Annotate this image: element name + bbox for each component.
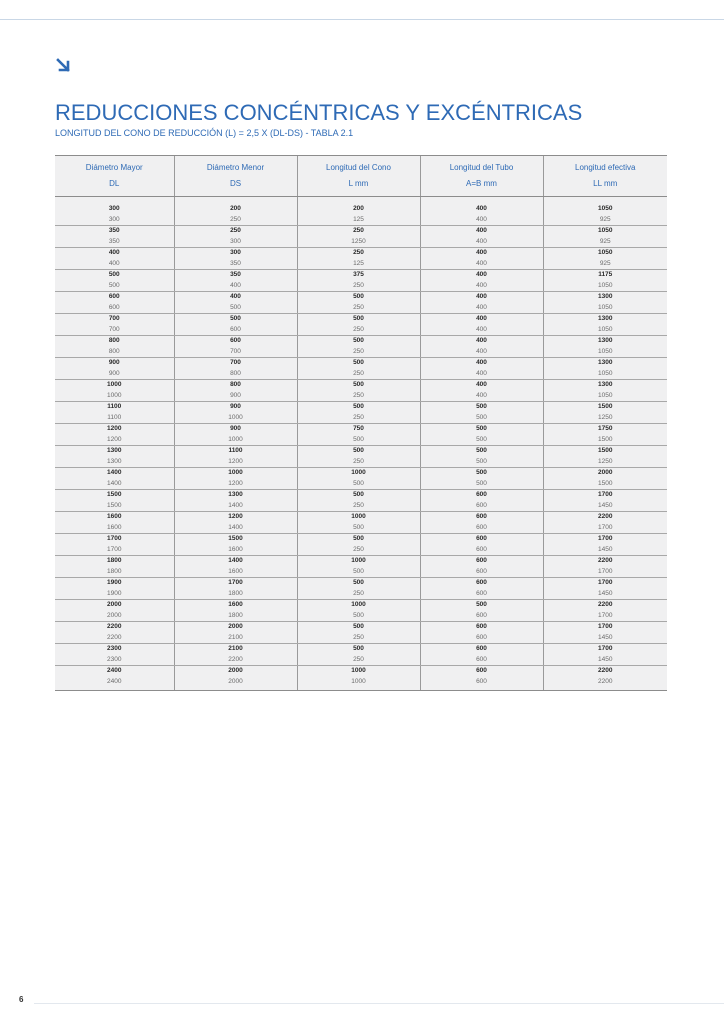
- table-cell: 1450: [543, 501, 667, 512]
- table-cell: 500: [420, 479, 543, 490]
- table-cell: 500: [420, 468, 543, 479]
- table-cell: 1200: [174, 512, 297, 523]
- table-row: [55, 479, 667, 490]
- table-cell: 500: [420, 446, 543, 457]
- table-cell: 500: [297, 490, 420, 501]
- table-cell: 1600: [107, 513, 122, 520]
- table-cell: 300: [108, 205, 120, 212]
- table-cell: 400: [420, 281, 543, 292]
- table-cell: 1050: [543, 303, 667, 314]
- table-cell: 500: [297, 534, 420, 545]
- table-cell: 2200: [543, 556, 667, 567]
- table-cell: 1000: [297, 600, 420, 611]
- table-cell: 400: [420, 358, 543, 369]
- table-cell: 1000: [174, 468, 297, 479]
- table-cell: 300: [55, 215, 174, 226]
- table-cell: 1200: [55, 435, 174, 446]
- table-cell: 1900: [107, 579, 122, 586]
- table-cell: 1400: [55, 479, 174, 490]
- table-row: [55, 380, 667, 391]
- table-cell: 250: [297, 413, 420, 424]
- table-cell: 1700: [543, 622, 667, 633]
- table-row: [55, 325, 667, 336]
- table-cell: 1700: [55, 545, 174, 556]
- table-cell: 400: [420, 204, 543, 215]
- table-cell: 250: [297, 325, 420, 336]
- table-cell: 600: [174, 336, 297, 347]
- table-cell: 300: [174, 248, 297, 259]
- table-cell: 1700: [543, 611, 667, 622]
- table-cell: 500: [297, 479, 420, 490]
- table-cell: 600: [420, 556, 543, 567]
- table-cell: 1700: [543, 490, 667, 501]
- table-cell: 2400: [107, 667, 122, 674]
- table-cell: 250: [297, 589, 420, 600]
- table-cell: 600: [174, 325, 297, 336]
- table-row: [55, 523, 667, 534]
- table-cell: 1600: [55, 523, 174, 534]
- table-cell: 2400: [107, 677, 122, 685]
- table-cell: 700: [174, 358, 297, 369]
- table-row: [55, 435, 667, 446]
- table-cell: 1000: [297, 468, 420, 479]
- table-cell: 350: [55, 237, 174, 248]
- table-row: [55, 468, 667, 479]
- table-cell: 750: [297, 424, 420, 435]
- header-label: Longitud del Tubo: [449, 163, 514, 172]
- table-cell: 1600: [174, 567, 297, 578]
- header-unit: LL mm: [593, 179, 618, 188]
- table-cell: 1750: [543, 424, 667, 435]
- table-cell: 600: [420, 534, 543, 545]
- table-cell: 400: [420, 369, 543, 380]
- table-spacer: [55, 197, 667, 205]
- table-row: [55, 490, 667, 501]
- table-cell: 700: [174, 347, 297, 358]
- table-cell: 600: [420, 666, 543, 677]
- table-cell: 400: [420, 270, 543, 281]
- table-cell: 900: [174, 391, 297, 402]
- table-cell: 2000: [55, 611, 174, 622]
- table-cell: 2000: [543, 468, 667, 479]
- table-row: [55, 655, 667, 666]
- table-cell: 1250: [543, 413, 667, 424]
- table-cell: 250: [297, 633, 420, 644]
- table-cell: 500: [420, 600, 543, 611]
- table-cell: 900: [55, 369, 174, 380]
- table-cell: 2200: [543, 600, 667, 611]
- table-cell: 500: [297, 611, 420, 622]
- table-cell: 600: [420, 490, 543, 501]
- table-cell: 1000: [107, 381, 122, 388]
- table-cell: 2200: [543, 666, 667, 677]
- table-cell: 400: [55, 259, 174, 270]
- table-cell: 1000: [174, 435, 297, 446]
- table-cell: 1500: [107, 491, 122, 498]
- table-cell: 1400: [107, 469, 122, 476]
- table-cell: 250: [297, 655, 420, 666]
- table-row: [55, 446, 667, 457]
- table-row: [55, 534, 667, 545]
- table-cell: 2200: [55, 633, 174, 644]
- table-cell: 250: [297, 226, 420, 237]
- table-cell: 2200: [174, 655, 297, 666]
- table-row: [55, 303, 667, 314]
- table-cell: 1900: [55, 589, 174, 600]
- table-cell: 2000: [174, 677, 297, 688]
- table-cell: 1100: [174, 446, 297, 457]
- header-label: Diámetro Menor: [206, 163, 265, 172]
- table-cell: 400: [420, 336, 543, 347]
- table-cell: 600: [420, 501, 543, 512]
- table-cell: 600: [420, 644, 543, 655]
- table-cell: 500: [297, 292, 420, 303]
- table-cell: 2200: [107, 623, 122, 630]
- table-cell: 250: [297, 457, 420, 468]
- table-cell: 900: [174, 402, 297, 413]
- table-cell: 200: [174, 204, 297, 215]
- table-row: [55, 457, 667, 468]
- header-unit: L mm: [348, 179, 369, 188]
- table-cell: 500: [297, 336, 420, 347]
- table-cell: 500: [55, 281, 174, 292]
- table-row: [55, 358, 667, 369]
- table-cell: 1600: [174, 600, 297, 611]
- table-cell: 500: [297, 358, 420, 369]
- table-cell: 1250: [297, 237, 420, 248]
- table-cell: 400: [174, 281, 297, 292]
- table-cell: 500: [297, 314, 420, 325]
- table-cell: 1450: [543, 545, 667, 556]
- table-row: [55, 292, 667, 303]
- table-cell: 400: [420, 380, 543, 391]
- table-cell: 400: [420, 292, 543, 303]
- table-cell: 600: [420, 633, 543, 644]
- table-cell: 500: [174, 303, 297, 314]
- table-row: [55, 633, 667, 644]
- table-cell: 250: [297, 303, 420, 314]
- table-cell: 2300: [55, 655, 174, 666]
- header-unit: A=B mm: [466, 179, 497, 188]
- table-cell: 500: [420, 435, 543, 446]
- table-cell: 600: [420, 622, 543, 633]
- table-cell: 1500: [55, 501, 174, 512]
- table-header-row: [55, 156, 667, 197]
- table-cell: 1800: [107, 557, 122, 564]
- table-cell: 2100: [174, 633, 297, 644]
- table-cell: 1500: [543, 479, 667, 490]
- table-cell: 400: [420, 325, 543, 336]
- table-cell: 400: [420, 248, 543, 259]
- table-cell: 1100: [55, 413, 174, 424]
- table-cell: 600: [55, 303, 174, 314]
- table-cell: 1450: [543, 655, 667, 666]
- table-cell: 250: [297, 248, 420, 259]
- table-row: [55, 347, 667, 358]
- table-cell: 2000: [174, 622, 297, 633]
- table-cell: 1000: [55, 391, 174, 402]
- table-cell: 1000: [174, 413, 297, 424]
- table-cell: 2000: [174, 666, 297, 677]
- table-cell: 1700: [107, 535, 122, 542]
- table-cell: 400: [420, 237, 543, 248]
- table-row: [55, 259, 667, 270]
- table-row: [55, 545, 667, 556]
- table-cell: 1800: [174, 589, 297, 600]
- table-cell: 1800: [55, 567, 174, 578]
- table-cell: 1050: [543, 325, 667, 336]
- table-cell: 1400: [174, 501, 297, 512]
- table-cell: 1300: [543, 336, 667, 347]
- table-cell: 1700: [543, 578, 667, 589]
- table-row: [55, 336, 667, 347]
- table-cell: 900: [174, 424, 297, 435]
- table-cell: 925: [543, 237, 667, 248]
- table-row: [55, 369, 667, 380]
- table-cell: 600: [420, 655, 543, 666]
- table-cell: 500: [297, 380, 420, 391]
- table-cell: 400: [420, 226, 543, 237]
- table-row: [55, 666, 667, 677]
- table-row: [55, 622, 667, 633]
- table-cell: 400: [420, 347, 543, 358]
- table-cell: 1200: [174, 479, 297, 490]
- table-cell: 1300: [543, 292, 667, 303]
- table-cell: 1600: [174, 545, 297, 556]
- table-cell: 500: [174, 314, 297, 325]
- table-cell: 400: [420, 259, 543, 270]
- table-row: [55, 512, 667, 523]
- table-cell: 600: [420, 578, 543, 589]
- table-row: [55, 589, 667, 600]
- table-cell: 1200: [107, 425, 122, 432]
- table-cell: 400: [108, 249, 120, 256]
- table-cell: 500: [297, 644, 420, 655]
- table-cell: 600: [420, 523, 543, 534]
- page-title: REDUCCIONES CONCÉNTRICAS Y EXCÉNTRICAS: [55, 100, 583, 125]
- table-cell: 125: [297, 259, 420, 270]
- table-body: [55, 197, 667, 691]
- table-cell: 500: [297, 435, 420, 446]
- table-row: [55, 501, 667, 512]
- table-cell: 500: [297, 402, 420, 413]
- table-cell: 2300: [107, 645, 122, 652]
- table-cell: 1050: [543, 369, 667, 380]
- bottom-divider: [34, 1003, 724, 1004]
- table-cell: 350: [108, 227, 120, 234]
- table-cell: 1050: [543, 204, 667, 215]
- table-cell: 1700: [543, 534, 667, 545]
- table-cell: 1175: [543, 270, 667, 281]
- table-cell: 1800: [174, 611, 297, 622]
- header-longitud-efectiva: [543, 156, 667, 197]
- table-row: [55, 314, 667, 325]
- table-cell: 250: [297, 369, 420, 380]
- table-cell: 1500: [543, 402, 667, 413]
- table-row: [55, 424, 667, 435]
- table-cell: 1050: [543, 281, 667, 292]
- table-cell: 1100: [107, 403, 122, 410]
- table-cell: 1450: [543, 633, 667, 644]
- table-cell: 250: [174, 226, 297, 237]
- table-cell: 500: [297, 446, 420, 457]
- table-cell: 600: [420, 567, 543, 578]
- table-cell: 1500: [543, 446, 667, 457]
- header-diametro-menor: [174, 156, 297, 197]
- table-row: [55, 413, 667, 424]
- header-unit: DL: [109, 179, 120, 188]
- table-row: [55, 556, 667, 567]
- arrow-down-right-icon: [55, 57, 71, 73]
- page-number: 6: [19, 995, 24, 1004]
- header-label: Diámetro Mayor: [85, 163, 143, 172]
- table-cell: 1300: [543, 358, 667, 369]
- table-cell: 2000: [107, 601, 122, 608]
- table-cell: 1700: [174, 578, 297, 589]
- table-cell: 925: [543, 259, 667, 270]
- table-row: [55, 270, 667, 281]
- table-cell: 125: [297, 215, 420, 226]
- table-cell: 800: [108, 337, 120, 344]
- table-cell: 1300: [174, 490, 297, 501]
- table-cell: 500: [297, 567, 420, 578]
- table-cell: 250: [174, 215, 297, 226]
- table-cell: 300: [174, 237, 297, 248]
- table-cell: 2200: [543, 677, 667, 688]
- table-cell: 250: [297, 391, 420, 402]
- table-row: [55, 611, 667, 622]
- table-cell: 1500: [174, 534, 297, 545]
- table-row: [55, 281, 667, 292]
- table-cell: 250: [297, 347, 420, 358]
- table-row: [55, 402, 667, 413]
- table-cell: 1000: [297, 666, 420, 677]
- table-cell: 600: [420, 677, 543, 688]
- table-cell: 2100: [174, 644, 297, 655]
- table-cell: 1300: [543, 314, 667, 325]
- table-end-spacer: [55, 687, 667, 690]
- table-cell: 600: [420, 589, 543, 600]
- table-row: [55, 248, 667, 259]
- table-row: [55, 600, 667, 611]
- table-cell: 400: [420, 391, 543, 402]
- table-cell: 400: [174, 292, 297, 303]
- table-cell: 600: [108, 293, 120, 300]
- table-cell: 1000: [297, 512, 420, 523]
- table-row: [55, 226, 667, 237]
- header-longitud-cono: [297, 156, 420, 197]
- table-cell: 1300: [543, 380, 667, 391]
- table-cell: 250: [297, 545, 420, 556]
- header-label: Longitud del Cono: [326, 163, 391, 172]
- table-cell: 1000: [297, 556, 420, 567]
- table-cell: 1300: [107, 447, 122, 454]
- table-cell: 1700: [543, 567, 667, 578]
- table-cell: 800: [174, 380, 297, 391]
- header-unit: DS: [229, 179, 242, 188]
- table-cell: 925: [543, 215, 667, 226]
- table-cell: 200: [297, 204, 420, 215]
- table-cell: 400: [420, 314, 543, 325]
- header-longitud-tubo: [420, 156, 543, 197]
- table-cell: 1700: [543, 644, 667, 655]
- table-cell: 1250: [543, 457, 667, 468]
- table-cell: 500: [420, 424, 543, 435]
- table-cell: 1200: [174, 457, 297, 468]
- top-divider: [0, 19, 724, 20]
- table-cell: 1050: [543, 347, 667, 358]
- header-diametro-mayor: [55, 156, 174, 197]
- table-row: [55, 677, 667, 688]
- table-cell: 500: [297, 622, 420, 633]
- table-row: [55, 204, 667, 215]
- table-cell: 1500: [543, 435, 667, 446]
- table-cell: 600: [420, 611, 543, 622]
- table-cell: 1450: [543, 589, 667, 600]
- table-cell: 400: [420, 303, 543, 314]
- table-cell: 1050: [543, 248, 667, 259]
- table-row: [55, 237, 667, 248]
- table-cell: 375: [297, 270, 420, 281]
- table-cell: 250: [297, 501, 420, 512]
- table-cell: 500: [420, 402, 543, 413]
- table-cell: 2200: [543, 512, 667, 523]
- table-row: [55, 215, 667, 226]
- table-cell: 900: [108, 359, 120, 366]
- table-cell: 600: [420, 545, 543, 556]
- table-cell: 1400: [174, 556, 297, 567]
- table-row: [55, 644, 667, 655]
- table-cell: 500: [420, 457, 543, 468]
- table-cell: 1050: [543, 226, 667, 237]
- reduction-table: [55, 155, 667, 691]
- table-cell: 350: [174, 270, 297, 281]
- table-row: [55, 567, 667, 578]
- table-cell: 1300: [55, 457, 174, 468]
- table-cell: 600: [420, 512, 543, 523]
- page-subtitle: LONGITUD DEL CONO DE REDUCCIÓN (L) = 2,5 X (DL-DS) - TABLA 2.1: [55, 128, 354, 138]
- table-cell: 700: [55, 325, 174, 336]
- header-label: Longitud efectiva: [575, 163, 636, 172]
- table-row: [55, 391, 667, 402]
- table-cell: 250: [297, 281, 420, 292]
- table-row: [55, 578, 667, 589]
- table-cell: 350: [174, 259, 297, 270]
- table-cell: 500: [420, 413, 543, 424]
- table-cell: 800: [55, 347, 174, 358]
- table-cell: 1700: [543, 523, 667, 534]
- table-cell: 500: [297, 523, 420, 534]
- table-cell: 400: [420, 215, 543, 226]
- table-cell: 1050: [543, 391, 667, 402]
- table-cell: 500: [108, 271, 120, 278]
- table-cell: 800: [174, 369, 297, 380]
- table-cell: 700: [108, 315, 120, 322]
- table-cell: 1000: [297, 677, 420, 688]
- table-cell: 1400: [174, 523, 297, 534]
- table-cell: 500: [297, 578, 420, 589]
